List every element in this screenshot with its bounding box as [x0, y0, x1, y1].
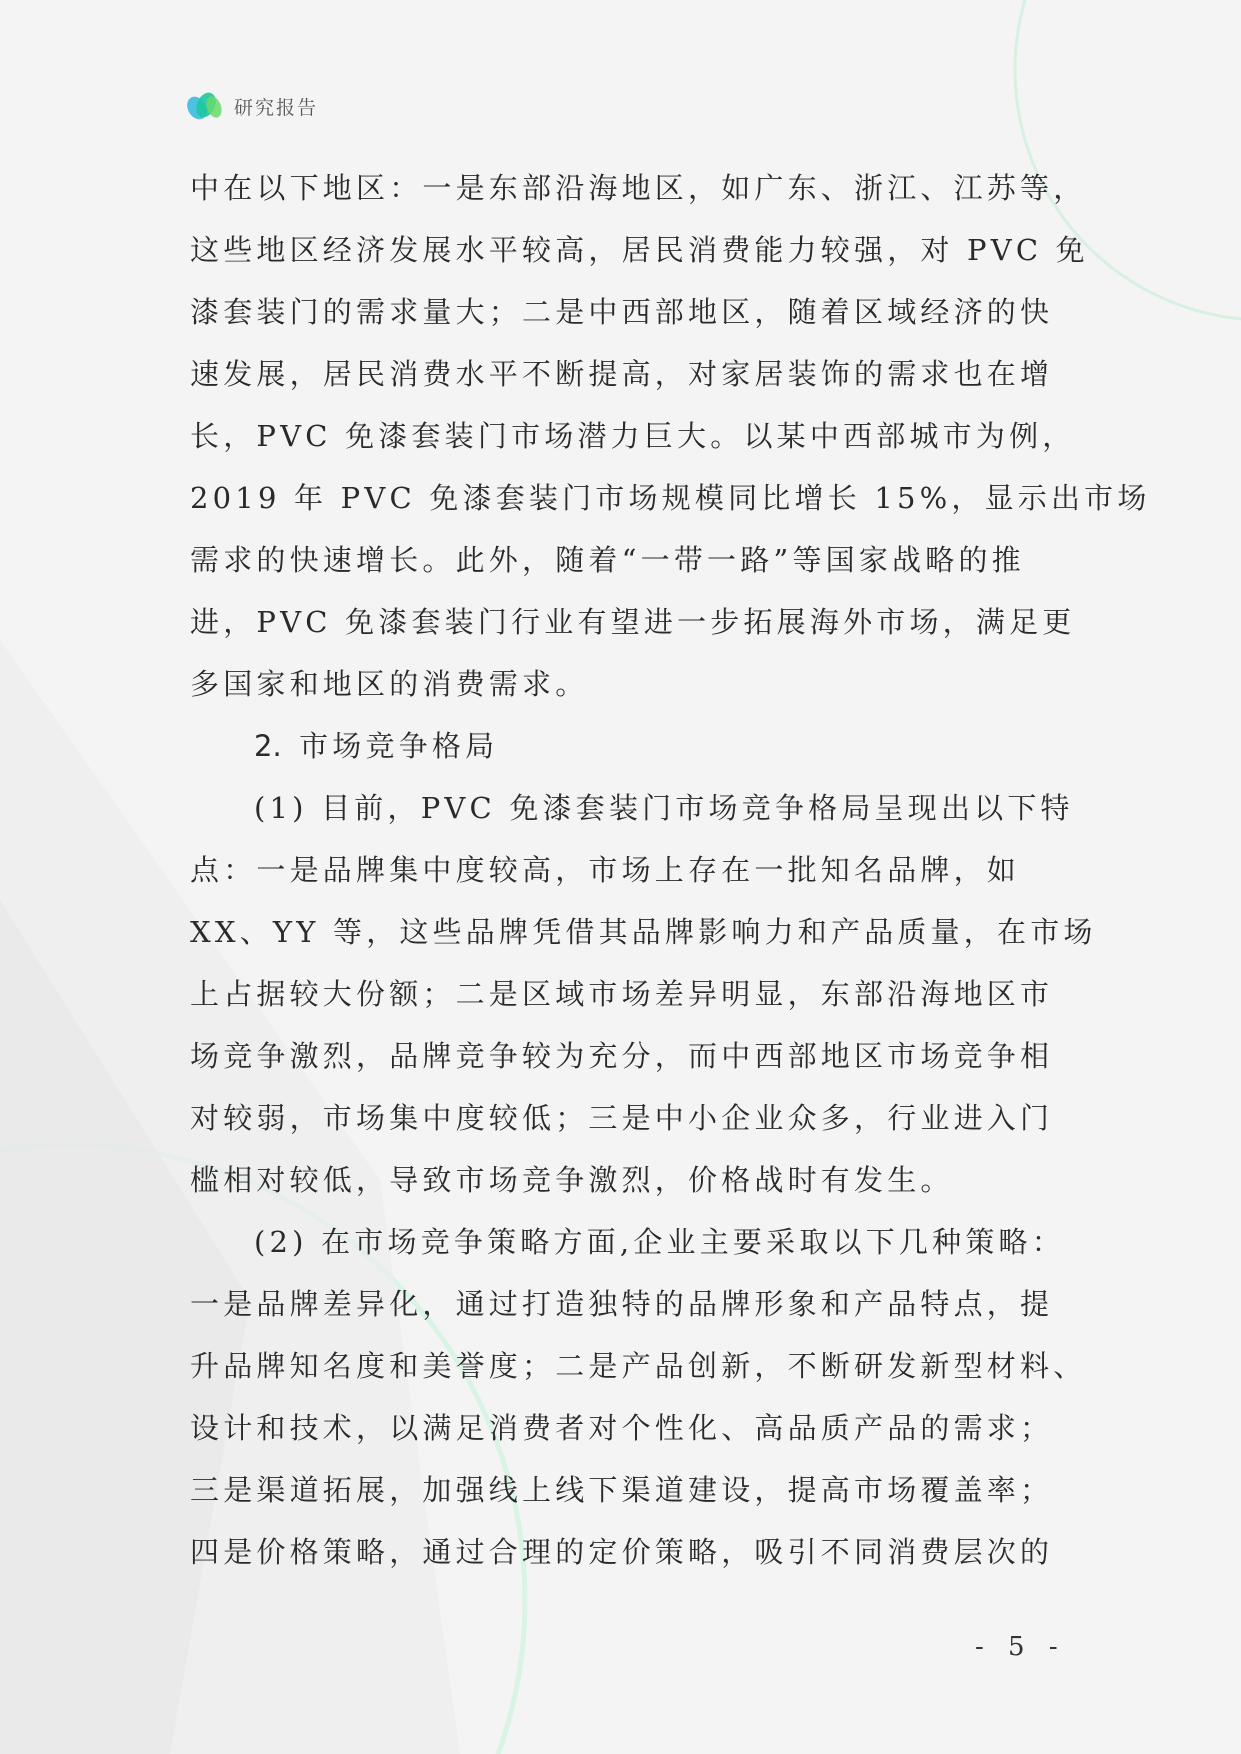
- text-line: 场竞争激烈，品牌竞争较为充分，而中西部地区市场竞争相: [190, 1039, 1054, 1073]
- text-line: (2) 在市场竞争策略方面,企业主要采取以下几种策略：: [254, 1225, 1065, 1259]
- text-line: 槛相对较低，导致市场竞争激烈，价格战时有发生。: [190, 1163, 954, 1197]
- report-header: [186, 88, 318, 124]
- text-line: 多国家和地区的消费需求。: [190, 667, 589, 701]
- body-text: [190, 157, 1151, 1583]
- text-line: (1) 目前，PVC 免漆套装门市场竞争格局呈现出以下特: [254, 791, 1074, 825]
- text-line: 三是渠道拓展，加强线上线下渠道建设，提高市场覆盖率；: [190, 1473, 1054, 1507]
- text-line: 设计和技术，以满足消费者对个性化、高品质产品的需求；: [190, 1411, 1054, 1445]
- text-line: XX、YY 等，这些品牌凭借其品牌影响力和产品质量，在市场: [190, 915, 1097, 949]
- paragraph-competition-pattern: [190, 777, 1097, 1211]
- paragraph-competition-strategy: [190, 1211, 1087, 1583]
- header-title: 研究报告: [234, 96, 319, 119]
- text-line: 升品牌知名度和美誉度；二是产品创新，不断研发新型材料、: [190, 1349, 1087, 1383]
- text-line: 点：一是品牌集中度较高，市场上存在一批知名品牌，如: [190, 853, 1021, 887]
- text-line: 漆套装门的需求量大；二是中西部地区，随着区域经济的快: [190, 295, 1054, 329]
- text-line: 需求的快速增长。此外，随着“一带一路”等国家战略的推: [190, 543, 1025, 577]
- text-line: 这些地区经济发展水平较高，居民消费能力较强，对 PVC 免: [190, 233, 1089, 267]
- leaf-logo-icon: [186, 90, 224, 122]
- section-heading: [190, 715, 1070, 777]
- text-line: 四是价格策略，通过合理的定价策略，吸引不同消费层次的: [190, 1535, 1054, 1569]
- text-line: 进，PVC 免漆套装门行业有望进一步拓展海外市场，满足更: [190, 605, 1076, 639]
- text-line: 对较弱，市场集中度较低；三是中小企业众多，行业进入门: [190, 1101, 1054, 1135]
- section-number: 2.: [254, 729, 282, 763]
- section-title: 市场竞争格局: [299, 729, 499, 763]
- page-number: - 5 -: [975, 1632, 1066, 1662]
- text-line: 速发展，居民消费水平不断提高，对家居装饰的需求也在增: [190, 357, 1054, 391]
- text-line: 2019 年 PVC 免漆套装门市场规模同比增长 15%，显示出市场: [190, 481, 1151, 515]
- text-line: 一是品牌差异化，通过打造独特的品牌形象和产品特点，提: [190, 1287, 1054, 1321]
- text-line: 上占据较大份额；二是区域市场差异明显，东部沿海地区市: [190, 977, 1054, 1011]
- text-line: 长，PVC 免漆套装门市场潜力巨大。以某中西部城市为例，: [190, 419, 1076, 453]
- paragraph-regional-distribution: [190, 157, 1151, 715]
- text-line: 中在以下地区：一是东部沿海地区，如广东、浙江、江苏等，: [190, 171, 1087, 205]
